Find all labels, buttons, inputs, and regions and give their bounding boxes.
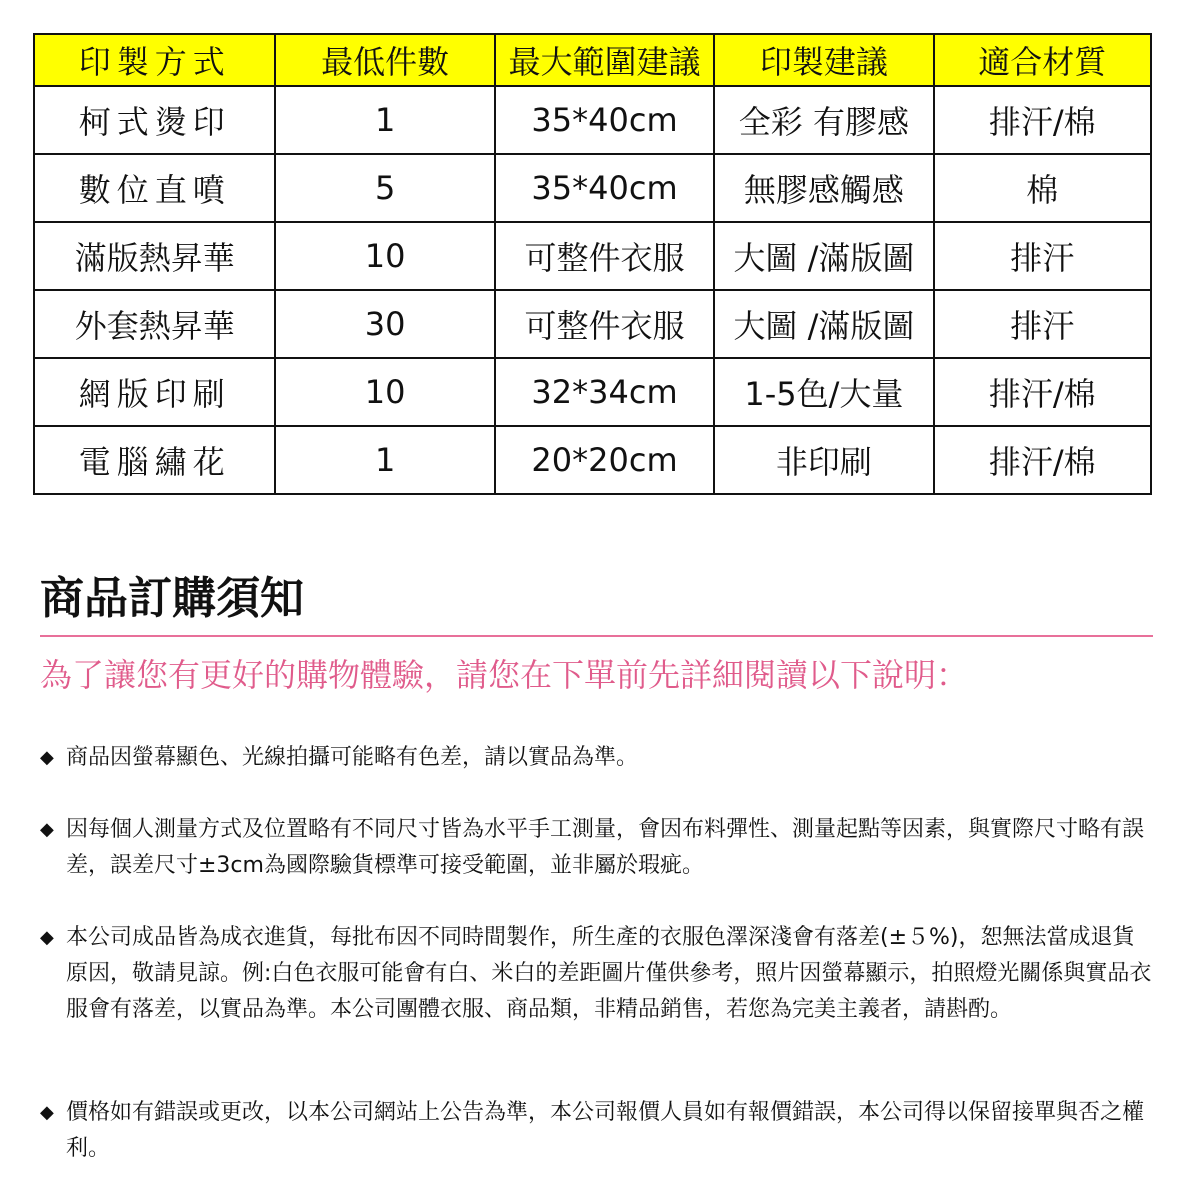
cell-max-area: 可整件衣服 [495,290,714,358]
cell-max-area: 32*34cm [495,358,714,426]
note-text: 因每個人測量方式及位置略有不同尺寸皆為水平手工測量，會因布料彈性、測量起點等因素，與實際尺寸略有誤差，誤差尺寸±3cm為國際驗貨標準可接受範圍，並非屬於瑕疵。 [66,817,1145,878]
note-text: 價格如有錯誤或更改，以本公司網站上公告為準，本公司報價人員如有報價錯誤，本公司得以保留接單與否之權利。 [66,1100,1145,1161]
table-row [34,426,1151,494]
cell-method: 柯式燙印 [34,86,275,154]
cell-method: 數位直噴 [34,154,275,222]
cell-method: 電腦繡花 [34,426,275,494]
cell-min-qty: 1 [275,86,494,154]
cell-min-qty: 10 [275,222,494,290]
section-divider [40,635,1153,637]
table-row [34,290,1151,358]
column-header-method: 印製方式 [34,34,275,86]
diamond-bullet-icon: ◆ [40,747,54,768]
table-row [34,358,1151,426]
cell-min-qty: 5 [275,154,494,222]
cell-print-advice: 1-5色/大量 [714,358,933,426]
column-header-min-qty: 最低件數 [275,34,494,86]
column-header-material: 適合材質 [934,34,1151,86]
section-title: 商品訂購須知 [40,573,304,624]
cell-material: 排汗 [934,222,1151,290]
cell-material: 排汗/棉 [934,86,1151,154]
cell-print-advice: 大圖 /滿版圖 [714,222,933,290]
printing-methods-table [33,33,1152,495]
cell-method: 滿版熱昇華 [34,222,275,290]
cell-max-area: 35*40cm [495,154,714,222]
list-item [40,740,1152,776]
cell-min-qty: 1 [275,426,494,494]
note-text: 商品因螢幕顯色、光線拍攝可能略有色差，請以實品為準。 [66,745,639,770]
note-text: 本公司成品皆為成衣進貨，每批布因不同時間製作，所生產的衣服色澤深淺會有落差(±５%)，恕無法當成退貨原因，敬請見諒。例:白色衣服可能會有白、米白的差距圖片僅供參考，照片因螢幕顯示，拍照燈光關係與實品衣服會有落差，以實品為準。本公司團體衣服、商品類，非精品銷售，若您為完美主義者，請斟酌。 [66,925,1152,1022]
cell-max-area: 20*20cm [495,426,714,494]
cell-method: 網版印刷 [34,358,275,426]
cell-material: 排汗/棉 [934,426,1151,494]
list-item [40,812,1152,884]
list-item [40,920,1152,1028]
table-row [34,86,1151,154]
cell-max-area: 35*40cm [495,86,714,154]
diamond-bullet-icon: ◆ [40,927,54,948]
cell-material: 排汗 [934,290,1151,358]
cell-print-advice: 無膠感觸感 [714,154,933,222]
cell-material: 棉 [934,154,1151,222]
column-header-print-advice: 印製建議 [714,34,933,86]
cell-print-advice: 大圖 /滿版圖 [714,290,933,358]
table-header-row [34,34,1151,86]
diamond-bullet-icon: ◆ [40,1102,54,1123]
cell-print-advice: 全彩 有膠感 [714,86,933,154]
cell-min-qty: 10 [275,358,494,426]
column-header-max-area: 最大範圍建議 [495,34,714,86]
cell-max-area: 可整件衣服 [495,222,714,290]
cell-min-qty: 30 [275,290,494,358]
intro-text: 為了讓您有更好的購物體驗，請您在下單前先詳細閱讀以下說明： [40,656,969,694]
cell-method: 外套熱昇華 [34,290,275,358]
table-row [34,154,1151,222]
table-row [34,222,1151,290]
diamond-bullet-icon: ◆ [40,819,54,840]
cell-material: 排汗/棉 [934,358,1151,426]
cell-print-advice: 非印刷 [714,426,933,494]
list-item [40,1095,1152,1167]
